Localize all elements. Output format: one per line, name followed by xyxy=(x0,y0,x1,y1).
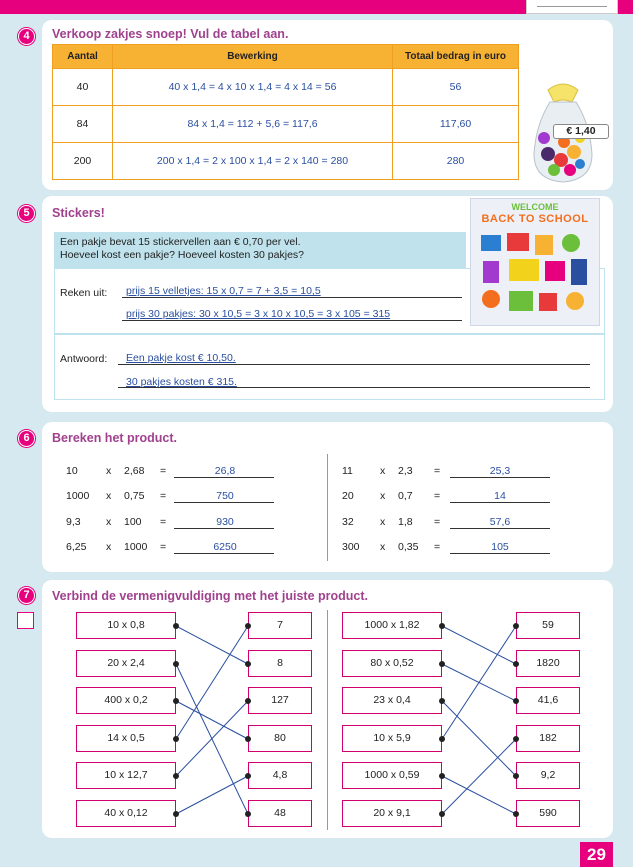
exercise-7-title: Verbind de vermenigvuldiging met het juiste product. xyxy=(52,589,369,603)
factor-a: 32 xyxy=(342,516,354,528)
expression-box[interactable]: 10 x 5,9 xyxy=(342,725,442,752)
connector-dot[interactable] xyxy=(173,811,179,817)
expression-box[interactable]: 80 x 0,52 xyxy=(342,650,442,677)
factor-b: 0,35 xyxy=(398,541,419,553)
expression-box[interactable]: 10 x 12,7 xyxy=(76,762,176,789)
header-aantal: Aantal xyxy=(53,45,113,69)
product-box[interactable]: 48 xyxy=(248,800,312,827)
exercise-5-title: Stickers! xyxy=(52,206,105,220)
connection-line xyxy=(176,776,248,814)
answer[interactable]: 105 xyxy=(491,541,509,553)
expression-box[interactable]: 23 x 0,4 xyxy=(342,687,442,714)
cell-bewerking[interactable]: 84 x 1,4 = 112 + 5,6 = 117,6 xyxy=(113,106,393,143)
connection-line xyxy=(176,701,248,776)
reken-label: Reken uit: xyxy=(60,287,108,299)
cell-totaal[interactable]: 117,60 xyxy=(393,106,519,143)
times-sign: x xyxy=(106,490,112,502)
cell-aantal: 200 xyxy=(53,143,113,180)
factor-a: 10 xyxy=(66,465,78,477)
expression-box[interactable]: 14 x 0,5 xyxy=(76,725,176,752)
connector-dot[interactable] xyxy=(513,773,519,779)
exercise-5-number: 5 xyxy=(18,205,35,222)
expression-box[interactable]: 10 x 0,8 xyxy=(76,612,176,639)
times-sign: x xyxy=(380,541,386,553)
reken-line-1[interactable]: prijs 15 velletjes: 15 x 0,7 = 7 + 3,5 = 10,5 xyxy=(126,285,321,297)
reken-line-2[interactable]: prijs 30 pakjes: 30 x 10,5 = 3 x 10 x 10,5 = 3 x 105 = 315 xyxy=(126,308,391,320)
answer[interactable]: 25,3 xyxy=(489,465,511,477)
equals-sign: = xyxy=(160,465,167,477)
answer[interactable]: 57,6 xyxy=(489,516,511,528)
question-line-1: Een pakje bevat 15 stickervellen aan € 0,70 per vel. xyxy=(60,236,301,248)
connection-line xyxy=(442,739,516,814)
exercise-4-title: Verkoop zakjes snoep! Vul de tabel aan. xyxy=(52,27,289,41)
product-box[interactable]: 80 xyxy=(248,725,312,752)
connector-dot[interactable] xyxy=(245,661,251,667)
cell-aantal: 40 xyxy=(53,69,113,106)
connector-dot[interactable] xyxy=(173,661,179,667)
factor-b: 1,8 xyxy=(398,516,413,528)
factor-b: 0,7 xyxy=(398,490,413,502)
product-box[interactable]: 182 xyxy=(516,725,580,752)
antwoord-label: Antwoord: xyxy=(60,353,108,365)
factor-a: 11 xyxy=(342,465,353,477)
exercise-4-number: 4 xyxy=(18,28,35,45)
connector-dot[interactable] xyxy=(173,623,179,629)
equals-sign: = xyxy=(434,465,441,477)
connector-dot[interactable] xyxy=(439,623,445,629)
factor-b: 1000 xyxy=(124,541,148,553)
answer[interactable]: 6250 xyxy=(213,541,237,553)
equals-sign: = xyxy=(160,516,167,528)
header-totaal: Totaal bedrag in euro xyxy=(393,45,519,69)
times-sign: x xyxy=(380,490,386,502)
connection-line xyxy=(176,626,248,739)
factor-a: 1000 xyxy=(66,490,90,502)
factor-a: 300 xyxy=(342,541,360,553)
price-tag: € 1,40 xyxy=(553,124,609,139)
header-bewerking: Bewerking xyxy=(113,45,393,69)
connector-dot[interactable] xyxy=(439,736,445,742)
page-number: 29 xyxy=(580,842,613,867)
factor-b: 2,3 xyxy=(398,465,413,477)
exercise-6-number: 6 xyxy=(18,430,35,447)
times-sign: x xyxy=(380,516,386,528)
connection-line xyxy=(442,626,516,664)
product-box[interactable]: 1820 xyxy=(516,650,580,677)
connector-dot[interactable] xyxy=(513,736,519,742)
connection-line xyxy=(442,701,516,776)
product-box[interactable]: 41,6 xyxy=(516,687,580,714)
connector-dot[interactable] xyxy=(513,661,519,667)
equals-sign: = xyxy=(160,541,167,553)
times-sign: x xyxy=(106,541,112,553)
poster-title: BACK TO SCHOOL xyxy=(481,213,589,225)
connector-dot[interactable] xyxy=(513,698,519,704)
cell-aantal: 84 xyxy=(53,106,113,143)
expression-box[interactable]: 1000 x 0,59 xyxy=(342,762,442,789)
answer[interactable]: 930 xyxy=(216,516,234,528)
expression-box[interactable]: 1000 x 1,82 xyxy=(342,612,442,639)
connector-dot[interactable] xyxy=(439,661,445,667)
connector-dot[interactable] xyxy=(513,811,519,817)
connector-dot[interactable] xyxy=(439,698,445,704)
answer[interactable]: 26,8 xyxy=(214,465,236,477)
product-box[interactable]: 7 xyxy=(248,612,312,639)
connector-dot[interactable] xyxy=(245,736,251,742)
product-box[interactable]: 590 xyxy=(516,800,580,827)
antwoord-line-1[interactable]: Een pakje kost € 10,50. xyxy=(126,352,236,364)
connector-dot[interactable] xyxy=(245,698,251,704)
question-line-2: Hoeveel kost een pakje? Hoeveel kosten 30 pakjes? xyxy=(60,249,304,261)
connector-dot[interactable] xyxy=(245,773,251,779)
cell-bewerking[interactable]: 40 x 1,4 = 4 x 10 x 1,4 = 4 x 14 = 56 xyxy=(113,69,393,106)
cell-totaal[interactable]: 280 xyxy=(393,143,519,180)
cell-bewerking[interactable]: 200 x 1,4 = 2 x 100 x 1,4 = 2 x 140 = 280 xyxy=(113,143,393,180)
product-box[interactable]: 9,2 xyxy=(516,762,580,789)
factor-b: 0,75 xyxy=(124,490,145,502)
connector-dot[interactable] xyxy=(173,773,179,779)
exercise-6-title: Bereken het product. xyxy=(52,431,178,445)
cell-totaal[interactable]: 56 xyxy=(393,69,519,106)
times-sign: x xyxy=(106,516,112,528)
connection-line xyxy=(442,776,516,814)
connector-dot[interactable] xyxy=(245,623,251,629)
product-box[interactable]: 8 xyxy=(248,650,312,677)
connection-line xyxy=(442,626,516,739)
factor-a: 6,25 xyxy=(66,541,87,553)
antwoord-line-2[interactable]: 30 pakjes kosten € 315. xyxy=(126,376,237,388)
times-sign: x xyxy=(106,465,112,477)
connector-dot[interactable] xyxy=(439,773,445,779)
expression-box[interactable]: 20 x 2,4 xyxy=(76,650,176,677)
connection-line xyxy=(176,626,248,664)
factor-b: 2,68 xyxy=(124,465,145,477)
equals-sign: = xyxy=(160,490,167,502)
connector-dot[interactable] xyxy=(245,811,251,817)
times-sign: x xyxy=(380,465,386,477)
product-box[interactable]: 4,8 xyxy=(248,762,312,789)
expression-box[interactable]: 40 x 0,12 xyxy=(76,800,176,827)
expression-box[interactable]: 20 x 9,1 xyxy=(342,800,442,827)
poster-welcome: WELCOME xyxy=(511,202,559,212)
connection-line xyxy=(176,701,248,739)
answer[interactable]: 750 xyxy=(216,490,234,502)
factor-b: 100 xyxy=(124,516,142,528)
connector-dot[interactable] xyxy=(439,811,445,817)
equals-sign: = xyxy=(434,516,441,528)
product-box[interactable]: 59 xyxy=(516,612,580,639)
factor-a: 9,3 xyxy=(66,516,81,528)
connector-dot[interactable] xyxy=(513,623,519,629)
product-box[interactable]: 127 xyxy=(248,687,312,714)
answer[interactable]: 14 xyxy=(494,490,506,502)
equals-sign: = xyxy=(434,490,441,502)
connector-dot[interactable] xyxy=(173,736,179,742)
factor-a: 20 xyxy=(342,490,354,502)
expression-box[interactable]: 400 x 0,2 xyxy=(76,687,176,714)
equals-sign: = xyxy=(434,541,441,553)
exercise-7-number: 7 xyxy=(18,587,35,604)
connector-dot[interactable] xyxy=(173,698,179,704)
